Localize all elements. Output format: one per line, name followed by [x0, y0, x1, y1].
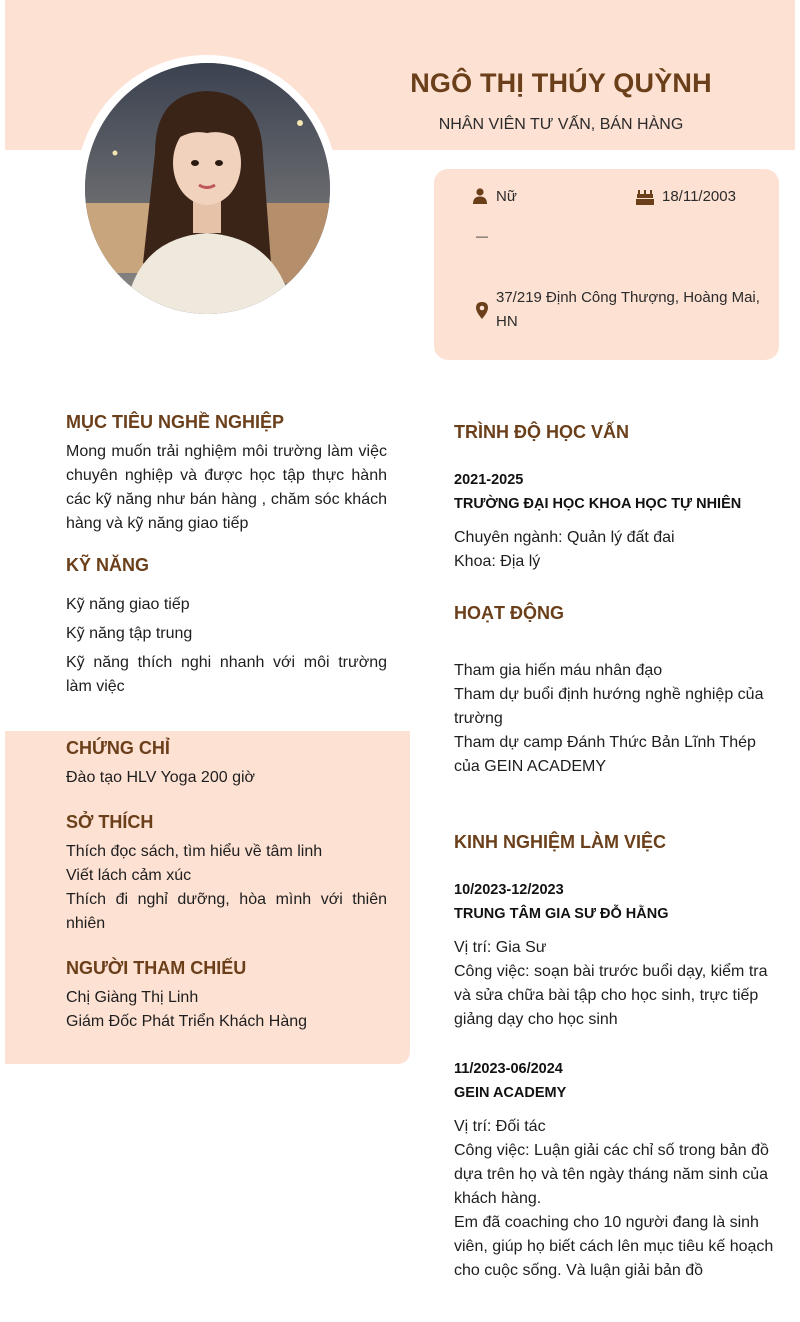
reference-role: Giám Đốc Phát Triển Khách Hàng [66, 1013, 308, 1030]
hobby-item: Viết lách cảm xúc [66, 867, 192, 884]
skill-item: Kỹ năng tập trung [66, 625, 193, 642]
activity-item: Tham dự camp Đánh Thức Bản Lĩnh Thép của GEIN ACADEMY [454, 734, 756, 775]
skill-item: Kỹ năng thích nghi nhanh với môi trường làm việc [66, 654, 387, 695]
hobby-item: Thích đi nghỉ dưỡng, hòa mình với thiên nhiên [66, 891, 387, 932]
job-period: 11/2023-06/2024 [454, 1061, 563, 1077]
education-faculty: Khoa: Địa lý [454, 553, 541, 570]
education-title: TRÌNH ĐỘ HỌC VẤN [454, 422, 629, 442]
certificate-item: Đào tạo HLV Yoga 200 giờ [66, 769, 256, 786]
job-position: Vị trí: Gia Sư [454, 939, 547, 956]
candidate-title: NHÂN VIÊN TƯ VẤN, BÁN HÀNG [438, 116, 684, 133]
phone-value: — [476, 229, 488, 243]
job-details-extra: Em đã coaching cho 10 người đang là sinh viên, giúp họ biết cách lên mục tiêu kế hoạch cho cuộc sống. Và luận giải bản đồ [454, 1214, 774, 1279]
activity-item: Tham dự buổi định hướng nghề nghiệp của trường [454, 686, 764, 727]
education-school: TRƯỜNG ĐẠI HỌC KHOA HỌC TỰ NHIÊN [454, 496, 742, 512]
address-line-2: HN [496, 313, 518, 330]
education-period: 2021-2025 [454, 472, 524, 488]
job-period: 10/2023-12/2023 [454, 882, 564, 898]
activity-item: Tham gia hiến máu nhân đạo [454, 662, 663, 679]
education-major: Chuyên ngành: Quản lý đất đai [454, 529, 675, 546]
job-position: Vị trí: Đối tác [454, 1118, 546, 1135]
birthday-cake-icon [636, 187, 654, 205]
avatar [85, 63, 330, 314]
hobby-item: Thích đọc sách, tìm hiểu về tâm linh [66, 843, 323, 860]
birthday-value: 18/11/2003 [662, 188, 736, 205]
contact-card [434, 169, 779, 360]
job-company: GEIN ACADEMY [454, 1085, 567, 1101]
reference-name: Chị Giàng Thị Linh [66, 989, 199, 1006]
user-icon [473, 188, 487, 204]
location-pin-icon [476, 302, 488, 319]
avatar-photo [85, 63, 330, 314]
address-value [496, 286, 760, 334]
objective-title: MỤC TIÊU NGHỀ NGHIỆP [66, 412, 285, 432]
address-line-1: 37/219 Định Công Thượng, Hoàng Mai, [496, 289, 760, 306]
job-details: Công việc: soạn bài trước buổi dạy, kiểm tra và sửa chữa bài tập cho học sinh, trực tiếp giảng dạy cho học sinh [454, 963, 768, 1028]
candidate-name: NGÔ THỊ THÚY QUỲNH [410, 68, 712, 98]
activities-title: HOẠT ĐỘNG [454, 603, 564, 623]
job-company: TRUNG TÂM GIA SƯ ĐỖ HẰNG [454, 906, 669, 922]
hobbies-title: SỞ THÍCH [66, 812, 154, 832]
certificates-title: CHỨNG CHỈ [66, 738, 170, 758]
skills-title: KỸ NĂNG [66, 555, 150, 575]
job-details: Công việc: Luận giải các chỉ số trong bản đồ dựa trên họ và tên ngày tháng năm sinh của khách hàng. [454, 1142, 769, 1207]
objective-text: Mong muốn trải nghiệm môi trường làm việc chuyên nghiệp và được học tập thực hành các kỹ năng như bán hàng , chăm sóc khách hàng và kỹ năng giao tiếp [66, 443, 387, 532]
references-title: NGƯỜI THAM CHIẾU [66, 958, 247, 978]
gender-value: Nữ [496, 188, 517, 205]
skill-item: Kỹ năng giao tiếp [66, 596, 190, 613]
experience-title: KINH NGHIỆM LÀM VIỆC [454, 832, 667, 852]
